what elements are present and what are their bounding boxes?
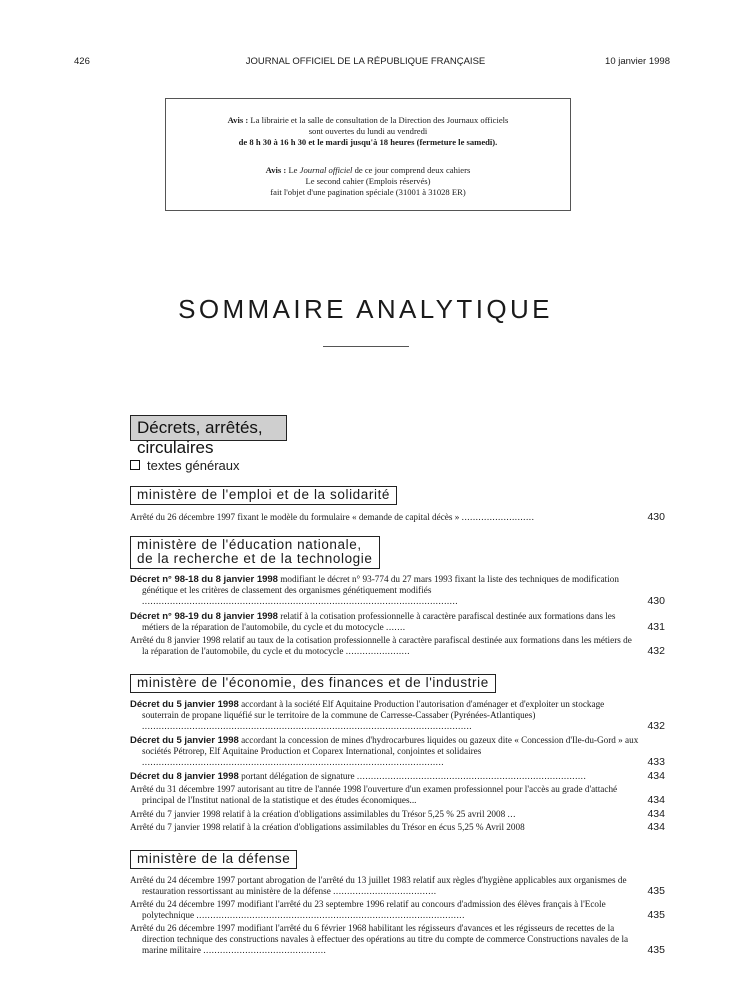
ministry-name-line: ministère de la défense <box>137 851 291 866</box>
ministry-name-line: ministère de l'économie, des finances et de l'industrie <box>137 675 489 690</box>
notice-line: Le second cahier (Emplois réservés) <box>305 176 431 186</box>
entry-text: Arrêté du 24 décembre 1997 portant abrogation de l'arrêté du 13 juillet 1983 relatif aux règles d'hygiène applicables aux organismes de restauration ressortissant au ministère de la défense <box>130 875 627 896</box>
page-title: SOMMAIRE ANALYTIQUE <box>178 294 553 324</box>
list-item: Décret du 5 janvier 1998 accordant la concession de mines d'hydrocarbures liquides ou gazeux dite « Concession d'Ile-du-Gord » aux sociétés Pétrorep, Elf Aquitaine Production et Coparex International, conjointes et solidaires ............................................................................................................ 433 <box>130 735 665 768</box>
notice-line: de 8 h 30 à 16 h 30 et le mardi jusqu'à 18 heures (fermeture le samedi). <box>238 137 498 147</box>
ministry-name-line: de la recherche et de la technologie <box>137 551 373 566</box>
list-item: Arrêté du 24 décembre 1997 modifiant l'arrêté du 23 septembre 1996 relatif au concours d'admission des élèves français à l'Ecole polytechnique ................................................................................................ 435 <box>130 899 665 921</box>
entry-text: accordant la concession de mines d'hydrocarbures liquides ou gazeux dite « Concession d'Ile-du-Gord » aux sociétés Pétrorep, Elf Aquitaine Production et Coparex International, conjointes et solidaires <box>142 735 639 756</box>
entry-page: 430 <box>647 511 665 523</box>
list-item: Décret du 5 janvier 1998 accordant à la société Elf Aquitaine Production l'autorisation d'aménager et d'exploiter un stockage souterrain de propane liquéfié sur le territoire de la commune de Carresse-Cassaber (Pyrénées-Atlantiques) ...................................................................................................................... 432 <box>130 699 665 732</box>
ministry-heading <box>130 486 397 505</box>
list-item: Arrêté du 31 décembre 1997 autorisant au titre de l'année 1998 l'ouverture d'un examen professionnel pour l'accès au grade d'attaché principal de l'Institut national de la statistique et des études économiques... 434 <box>130 784 665 806</box>
list-item: Arrêté du 8 janvier 1998 relatif au taux de la cotisation professionnelle à caractère parafiscal destinée aux formations dans les métiers de la réparation de l'automobile, du cycle et du motocycle ....................... 432 <box>130 635 665 657</box>
entry-page: 431 <box>647 621 665 633</box>
ministry-heading <box>130 850 297 869</box>
entry-page: 435 <box>647 885 665 897</box>
category-heading <box>130 458 240 473</box>
section-label-text: Décrets, arrêtés, circulaires <box>137 418 263 457</box>
list-item: Décret n° 98-19 du 8 janvier 1998 relatif à la cotisation professionnelle à caractère parafiscal destinée aux formations dans les métiers de la réparation de l'automobile, du cycle et du motocycle ....... 431 <box>130 611 665 633</box>
ministry-name-line: ministère de l'éducation nationale, <box>137 537 362 552</box>
category-label: textes généraux <box>147 458 240 473</box>
entry-text: modifiant le décret n° 93-774 du 27 mars 1993 fixant la liste des techniques de modification génétique et les critères de classement des organismes génétiquement modifiés <box>142 574 619 595</box>
entry-text: relatif à la cotisation professionnelle à caractère parafiscal destinée aux formations dans les métiers de la réparation de l'automobile, du cycle et du motocycle <box>142 611 616 632</box>
entry-page: 432 <box>647 645 665 657</box>
notice-bottom-rule <box>165 210 570 211</box>
entry-bold: Décret du 5 janvier 1998 <box>130 699 239 710</box>
entry-text: Arrêté du 26 décembre 1997 fixant le modèle du formulaire « demande de capital décès » <box>130 512 460 522</box>
entry-text: Arrêté du 7 janvier 1998 relatif à la création d'obligations assimilables du Trésor 5,25 % 25 avril 2008 <box>130 809 506 819</box>
notice-journal-name: Journal officiel <box>299 165 353 175</box>
entry-page: 435 <box>647 909 665 921</box>
notice-line: Le <box>288 165 298 175</box>
entry-bold: Décret n° 98-18 du 8 janvier 1998 <box>130 574 278 585</box>
issue-date: 10 janvier 1998 <box>605 56 670 67</box>
entry-text: Arrêté du 26 décembre 1997 modifiant l'arrêté du 6 février 1968 habilitant les régisseurs d'avances et les régisseurs de recettes de la direction technique des constructions navales à effectuer des opérations au titre du compte de commerce Constructions navales de la marine militaire <box>130 923 629 955</box>
entry-text: accordant à la société Elf Aquitaine Production l'autorisation d'aménager et d'exploiter un stockage souterrain de propane liquéfié sur le territoire de la commune de Carresse-Cassaber (Pyrénées-Atlantiques) <box>142 699 605 720</box>
notice-box <box>165 98 571 211</box>
entry-page: 435 <box>647 944 665 956</box>
entry-page: 434 <box>647 821 665 833</box>
entry-text: Arrêté du 8 janvier 1998 relatif au taux de la cotisation professionnelle à caractère parafiscal destinée aux formations dans les métiers de la réparation de l'automobile, du cycle et du motocycle <box>130 635 632 656</box>
list-item: Arrêté du 26 décembre 1997 fixant le modèle du formulaire « demande de capital décès » .......................... 430 <box>130 511 665 523</box>
notice-lead: Avis : <box>227 115 249 125</box>
notice-line: La librairie et la salle de consultation de la Direction des Journaux officiels <box>250 115 509 125</box>
notice-two-parts <box>166 165 570 198</box>
entry-text: Arrêté du 31 décembre 1997 autorisant au titre de l'année 1998 l'ouverture d'un examen professionnel pour l'accès au grade d'attaché principal de l'Institut national de la statistique et des études économiques <box>130 784 618 805</box>
entry-text: portant délégation de signature <box>238 771 355 781</box>
ministry-heading <box>130 536 380 569</box>
ministry-name-line: ministère de l'emploi et de la solidarité <box>137 487 391 502</box>
entry-bold: Décret n° 98-19 du 8 janvier 1998 <box>130 611 278 622</box>
ministry-heading <box>130 674 496 693</box>
section-label <box>130 415 287 457</box>
notice-line: sont ouvertes du lundi au vendredi <box>308 126 428 136</box>
title-rule <box>323 346 409 347</box>
journal-title: JOURNAL OFFICIEL DE LA RÉPUBLIQUE FRANÇAISE <box>245 56 486 67</box>
notice-lead: Avis : <box>265 165 287 175</box>
entry-bold: Décret du 8 janvier 1998 <box>130 771 239 782</box>
list-item: Décret du 8 janvier 1998 portant délégation de signature .................................................................................. 434 <box>130 770 665 782</box>
notice-line: fait l'objet d'une pagination spéciale (31001 à 31028 ER) <box>270 187 466 197</box>
notice-opening-hours <box>166 115 570 148</box>
entry-text: Arrêté du 7 janvier 1998 relatif à la création d'obligations assimilables du Trésor en écus 5,25 % Avril 2008 <box>130 822 525 832</box>
entry-page: 434 <box>647 808 665 820</box>
list-item: Arrêté du 7 janvier 1998 relatif à la création d'obligations assimilables du Trésor 5,25 % 25 avril 2008 ... 434 <box>130 808 665 820</box>
entry-page: 434 <box>647 770 665 782</box>
list-item: Arrêté du 26 décembre 1997 modifiant l'arrêté du 6 février 1968 habilitant les régisseurs d'avances et les régisseurs de recettes de la direction technique des constructions navales à effectuer des opérations au titre du compte de commerce Constructions navales de la marine militaire ............................................ 435 <box>130 923 665 956</box>
entry-page: 433 <box>647 756 665 768</box>
entry-page: 430 <box>647 595 665 607</box>
checkbox-icon <box>130 460 140 470</box>
notice-line: de ce jour comprend deux cahiers <box>354 165 471 175</box>
entry-page: 432 <box>647 720 665 732</box>
list-item <box>130 822 665 833</box>
entry-page: 434 <box>647 794 665 806</box>
entry-text: Arrêté du 24 décembre 1997 modifiant l'arrêté du 23 septembre 1996 relatif au concours d'admission des élèves français à l'Ecole polytechnique <box>130 899 606 920</box>
list-item: Arrêté du 24 décembre 1997 portant abrogation de l'arrêté du 13 juillet 1983 relatif aux règles d'hygiène applicables aux organismes de restauration ressortissant au ministère de la défense ..................................... 435 <box>130 875 665 897</box>
page-number: 426 <box>74 56 90 67</box>
list-item: Décret n° 98-18 du 8 janvier 1998 modifiant le décret n° 93-774 du 27 mars 1993 fixant la liste des techniques de modification génétique et les critères de classement des organismes génétiquement modifiés ................................................................................................................. 430 <box>130 574 665 607</box>
entry-bold: Décret du 5 janvier 1998 <box>130 735 239 746</box>
